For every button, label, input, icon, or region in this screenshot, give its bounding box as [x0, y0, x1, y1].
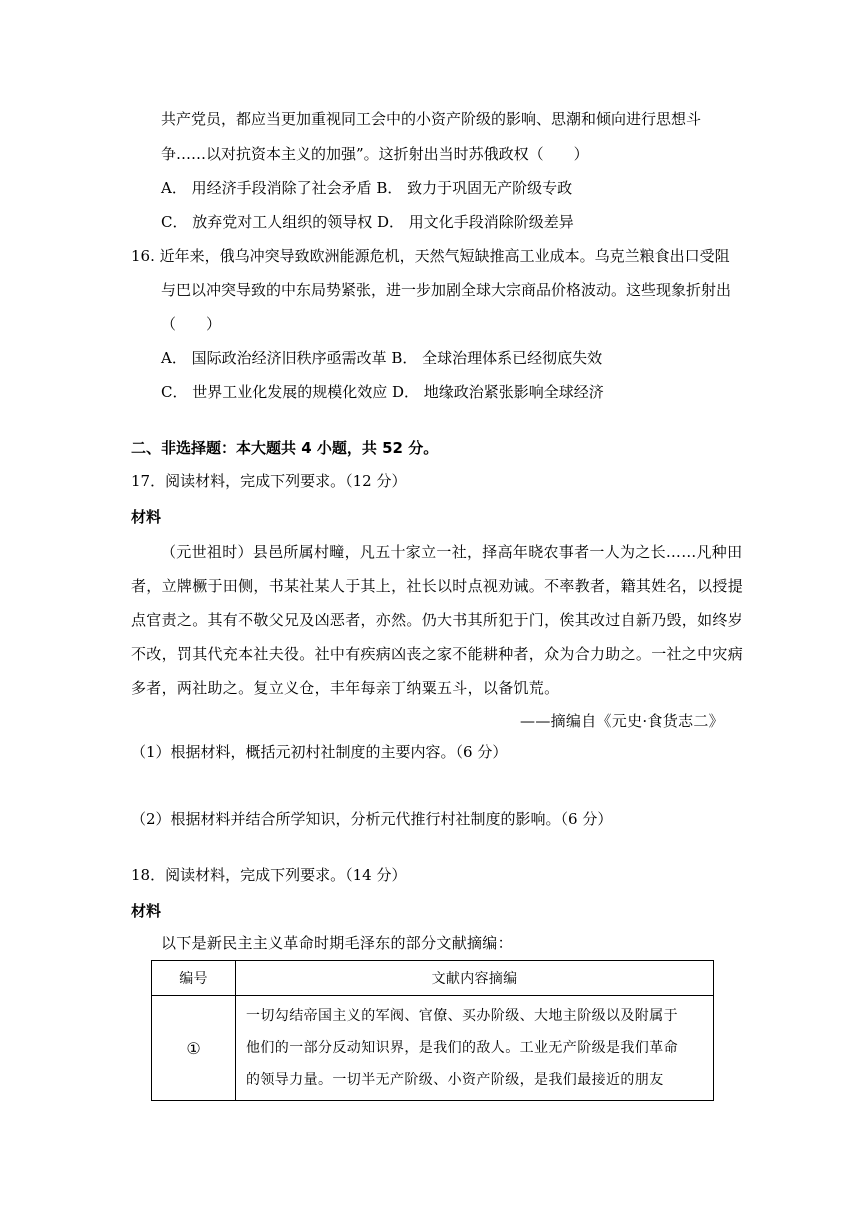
q16-stem-line-1: 16. 近年来，俄乌冲突导致欧洲能源危机，天然气短缺推高工业成本。乌克兰粮食出口受阻	[131, 247, 730, 265]
q15-options-ab: A． 用经济手段消除了社会矛盾 B． 致力于巩固无产阶级专政	[161, 179, 573, 197]
q18-intro: 以下是新民主主义革命时期毛泽东的部分文献摘编：	[161, 934, 513, 952]
table-cell-number: ①	[152, 996, 236, 1101]
q18-prompt: 18．阅读材料，完成下列要求。（14 分）	[131, 866, 407, 884]
q16-stem-line-2: 与巴以冲突导致的中东局势紧张，进一步加剧全球大宗商品价格波动。这些现象折射出	[161, 281, 732, 299]
q17-material-label: 材料	[131, 508, 162, 526]
table-cell-line: 的领导力量。一切半无产阶级、小资产阶级，是我们最接近的朋友	[246, 1072, 664, 1088]
table-row	[152, 996, 714, 1101]
q17-subquestion-1: （1）根据材料，概括元初村社制度的主要内容。（6 分）	[131, 743, 508, 761]
table-header-row	[152, 961, 714, 996]
q15-stem-line-2: 争……以对抗资本主义的加强”。这折射出当时苏俄政权（ ）	[161, 145, 589, 163]
section-heading: 二、非选择题：本大题共 4 小题，共 52 分。	[131, 439, 439, 457]
table-cell-line: 他们的一部分反动知识界，是我们的敌人。工业无产阶级是我们革命	[246, 1040, 678, 1056]
q17-passage-line-3: 点官责之。其有不敬父兄及凶恶者，亦然。仍大书其所犯于门，俟其改过自新乃毁，如终岁	[131, 611, 744, 629]
q17-passage-line-2: 者，立牌橛于田侧，书某社某人于其上，社长以时点视劝诫。不率教者，籍其姓名，以授提	[131, 577, 744, 595]
q17-passage-line-1: （元世祖时）县邑所属村疃，凡五十家立一社，择高年晓农事者一人为之长……凡种田	[161, 543, 743, 561]
q16-options-ab: A． 国际政治经济旧秩序亟需改革 B． 全球治理体系已经彻底失效	[161, 349, 603, 367]
q15-stem-line-1: 共产党员，都应当更加重视同工会中的小资产阶级的影响、思潮和倾向进行思想斗	[161, 110, 702, 128]
q17-passage-line-5: 多者，两社助之。复立义仓，丰年每亲丁纳粟五斗，以备饥荒。	[131, 679, 560, 697]
document-table	[151, 960, 714, 1101]
table-cell-line: 一切勾结帝国主义的军阀、官僚、买办阶级、大地主阶级以及附属于	[246, 1008, 678, 1024]
q16-stem-line-3: （ ）	[161, 315, 222, 333]
table-header-number: 编号	[152, 961, 236, 996]
table-header-content: 文献内容摘编	[236, 961, 714, 996]
q16-options-cd: C． 世界工业化发展的规模化效应 D． 地缘政治紧张影响全球经济	[161, 383, 604, 401]
q15-options-cd: C． 放弃党对工人组织的领导权 D． 用文化手段消除阶级差异	[161, 213, 574, 231]
q17-subquestion-2: （2）根据材料并结合所学知识，分析元代推行村社制度的影响。（6 分）	[131, 810, 613, 828]
q17-prompt: 17．阅读材料，完成下列要求。（12 分）	[131, 472, 407, 490]
q17-passage-line-4: 不改，罚其代充本社夫役。社中有疾病凶丧之家不能耕种者，众为合力助之。一社之中灾病	[131, 645, 744, 663]
q17-source: ——摘编自《元史·食货志二》	[520, 712, 724, 730]
table-cell-content	[236, 996, 714, 1101]
q18-material-label: 材料	[131, 902, 162, 920]
